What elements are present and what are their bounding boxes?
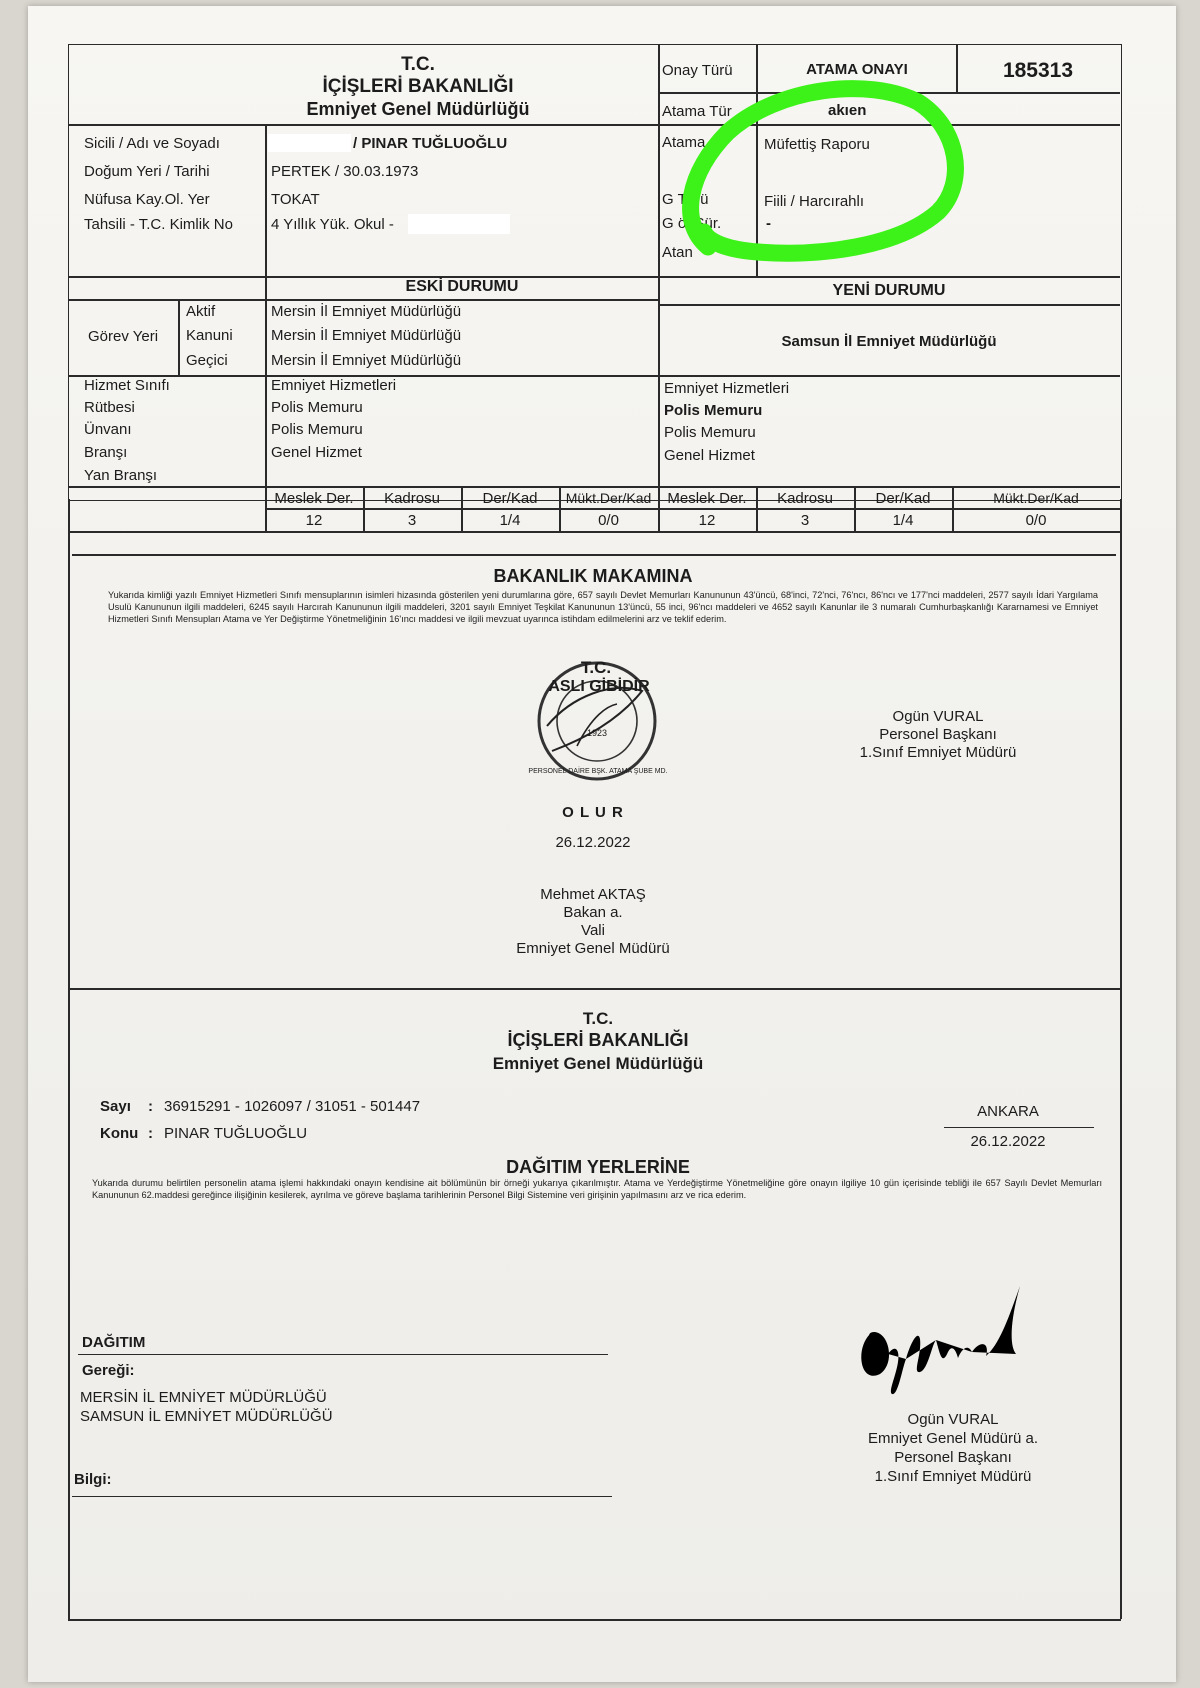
grade-value: 12 (698, 512, 716, 529)
divider (68, 1619, 1121, 1621)
letter-ministry: İÇİŞLERİ BAKANLIĞI (507, 1030, 689, 1050)
grade-header: Der/Kad (875, 490, 931, 507)
konu-label: Konu (100, 1125, 139, 1142)
person-value-4: 4 Yıllık Yük. Okul - (271, 216, 394, 233)
dagitim-label: DAĞITIM (82, 1334, 146, 1351)
stamp-top: T.C. (580, 658, 612, 677)
header-directorate: Emniyet Genel Müdürlüğü (306, 99, 530, 119)
divider (68, 499, 70, 1619)
grade-value: 3 (800, 512, 810, 529)
atan-label: Atan (662, 244, 693, 261)
letter-signer-title1: Emniyet Genel Müdürü a. (867, 1430, 1039, 1447)
header-tc: T.C. (401, 54, 435, 75)
person-value-2: PERTEK / 30.03.1973 (271, 163, 419, 180)
green-highlight-circle (668, 72, 968, 272)
old-status-title: ESKİ DURUMU (405, 278, 519, 295)
grade-value: 1/4 (892, 512, 914, 529)
letter-tc: T.C. (582, 1009, 614, 1028)
service-label-1: Hizmet Sınıfı (84, 377, 170, 394)
divider (944, 1127, 1094, 1128)
minister-title3: Emniyet Genel Müdürü (516, 940, 670, 957)
divider (265, 508, 1120, 510)
divider (68, 988, 1120, 990)
old-service-2: Polis Memuru (271, 399, 363, 416)
service-label-2: Rütbesi (84, 399, 135, 416)
letter-signer-title3: 1.Sınıf Emniyet Müdürü (874, 1468, 1032, 1485)
handwritten-signature (840, 1274, 1050, 1404)
sayi-value: 36915291 - 1026097 / 31051 - 501447 (164, 1098, 421, 1115)
letter-city: ANKARA (977, 1103, 1039, 1120)
letter-signer-name: Ogün VURAL (907, 1411, 999, 1428)
letter-signer-title2: Personel Başkanı (894, 1449, 1012, 1466)
new-service-4: Genel Hizmet (664, 447, 755, 464)
grade-value: 12 (305, 512, 323, 529)
konu-colon: : (148, 1125, 153, 1142)
old-place-kanuni: Mersin İl Emniyet Müdürlüğü (271, 327, 462, 344)
divider (68, 486, 1120, 488)
old-place-aktif: Mersin İl Emniyet Müdürlüğü (271, 303, 462, 320)
header-ministry: İÇİŞLERİ BAKANLIĞI (322, 76, 514, 97)
person-value-3: TOKAT (271, 191, 320, 208)
divider (658, 44, 660, 276)
atama-value: Müfettiş Raporu (764, 136, 870, 153)
stamp-ring: PERSONEL DAİRE BŞK. ATAMA ŞUBE MD. (528, 768, 668, 775)
divider (68, 375, 1120, 377)
minister-name: Mehmet AKTAŞ (540, 886, 646, 903)
sayi-colon: : (148, 1098, 153, 1115)
stamp-text: ASLI GİBİDİR (548, 678, 650, 695)
new-service-3: Polis Memuru (664, 424, 756, 441)
recipient-1: MERSİN İL EMNİYET MÜDÜRLÜĞÜ (80, 1389, 327, 1406)
grade-header: Meslek Der. (667, 490, 747, 507)
letter-directorate: Emniyet Genel Müdürlüğü (492, 1054, 704, 1073)
atama-label: Atama (662, 134, 706, 151)
grade-header: Kadrosu (777, 490, 833, 507)
document-page (28, 6, 1176, 1682)
sub-label-aktif: Aktif (186, 303, 216, 320)
divider (72, 554, 1116, 556)
makam-signer-title2: 1.Sınıf Emniyet Müdürü (859, 744, 1017, 761)
makam-paragraph: Yukarıda kimliği yazılı Emniyet Hizmetleri Sınıfı mensuplarının isimleri hizasında gösterilen yeni durumlarına göre, 657 sayılı Devlet Memurları Kanununun 43'üncü, 68'inci, 72'nci, 76'ncı, 86'ncı ve 177'nci maddeleri, 2577 sayılı İdari Yargılama Usulü Kanununun ilgili maddeleri, 6245 sayılı Harcırah Kanununun ilgili maddeleri, 3201 sayılı Emniyet Teşkilat Kanununun 13'üncü, 55 inci, 96'ncı maddeleri ve 4652 sayılı Kanunlar ile 3 numaralı Cumhurbaşkanlığı Kararnamesi ve Emniyet Hizmetleri Sınıfı Mensupları Atama ve Yer Değiştirme Yönetmeliğinin 16'ıncı maddesi ve ilgili mevzuat uyarınca istihdam edilmelerini arz ve teklif ederim. (108, 590, 1098, 624)
person-label-1: Sicili / Adı ve Soyadı (84, 135, 220, 152)
old-service-4: Genel Hizmet (271, 444, 362, 461)
onay-turu-value: ATAMA ONAYI (806, 61, 908, 78)
person-value-1: / PINAR TUĞLUOĞLU (353, 135, 508, 152)
sub-label-kanuni: Kanuni (186, 327, 233, 344)
new-service-1: Emniyet Hizmetleri (664, 380, 790, 397)
new-place: Samsun İl Emniyet Müdürlüğü (781, 333, 997, 350)
divider (1120, 499, 1122, 1619)
makam-signer-name: Ogün VURAL (892, 708, 984, 725)
sub-label-gecici: Geçici (186, 352, 228, 369)
divider (68, 299, 658, 301)
divider (265, 276, 267, 486)
divider (265, 124, 267, 276)
service-label-3: Ünvanı (84, 421, 132, 438)
stamp-year: 1923 (586, 728, 608, 738)
grade-value: 1/4 (499, 512, 521, 529)
sayi-label: Sayı (100, 1098, 131, 1115)
letter-date: 26.12.2022 (970, 1133, 1046, 1150)
redaction-box (408, 214, 510, 234)
olur-date: 26.12.2022 (555, 834, 631, 851)
letter-paragraph: Yukarıda durumu belirtilen personelin atama işlemi hakkındaki onayın kendisine ait bölümünün bir örneği yukarıya çıkarılmıştır. Atama ve Yerdeğiştirme Yönetmeliğine göre onayın ilgiliye 10 gün içerisinde tebliği ile 657 Sayılı Devlet Memurları Kanununun 62.maddesi gereğince ilişiğinin kesilerek, ayrılma ve göreve başlama tarihlerinin Personel Bilgi Sistemine veri girişinin yapılmasını arz ve rica ederim. (92, 1178, 1102, 1200)
gor-sur-label: G ör.Sür. (662, 215, 722, 232)
gorev-turu-value: Fiili / Harcırahlı (764, 193, 865, 210)
divider (68, 124, 658, 126)
redaction-box (268, 134, 351, 152)
grade-value: 0/0 (598, 512, 619, 529)
person-label-3: Nüfusa Kay.Ol. Yer (84, 191, 210, 208)
old-place-gecici: Mersin İl Emniyet Müdürlüğü (271, 352, 462, 369)
grade-header: Mükt.Der/Kad (565, 490, 652, 506)
grade-header: Meslek Der. (274, 490, 354, 507)
new-service-2: Polis Memuru (664, 402, 763, 419)
grade-header: Der/Kad (482, 490, 538, 507)
old-service-1: Emniyet Hizmetleri (271, 377, 397, 394)
service-label-4: Branşı (84, 444, 128, 461)
divider (78, 1354, 608, 1355)
new-status-title: YENİ DURUMU (832, 282, 946, 299)
gorev-turu-label: G Türü (662, 191, 709, 208)
grade-header: Kadrosu (384, 490, 440, 507)
minister-title1: Bakan a. (563, 904, 623, 921)
person-label-2: Doğum Yeri / Tarihi (84, 163, 210, 180)
divider (658, 304, 1120, 306)
letter-title: DAĞITIM YERLERİNE (506, 1157, 690, 1177)
grade-value: 3 (407, 512, 417, 529)
atama-turu-label: Atama Tür (662, 103, 732, 120)
divider (178, 299, 180, 375)
konu-value: PINAR TUĞLUOĞLU (164, 1125, 308, 1142)
olur-label: O L U R (562, 804, 624, 821)
old-service-3: Polis Memuru (271, 421, 363, 438)
bilgi-label: Bilgi: (74, 1471, 112, 1488)
minister-title2: Vali (581, 922, 605, 939)
divider (68, 531, 1120, 533)
recipient-2: SAMSUN İL EMNİYET MÜDÜRLÜĞÜ (80, 1408, 333, 1425)
divider (72, 1496, 612, 1497)
onay-turu-label: Onay Türü (662, 62, 733, 79)
divider (658, 276, 660, 486)
grade-header: Mükt.Der/Kad (993, 490, 1079, 506)
geregi-label: Gereği: (82, 1362, 135, 1379)
service-label-5: Yan Branşı (84, 467, 158, 484)
gorev-yeri-label: Görev Yeri (88, 328, 159, 345)
person-label-4: Tahsili - T.C. Kimlik No (84, 216, 233, 233)
approval-number: 185313 (1002, 59, 1074, 82)
gor-sur-value: - (766, 215, 771, 232)
makam-title: BAKANLIK MAKAMINA (493, 566, 693, 586)
atama-turu-value: akıen (828, 102, 867, 119)
makam-signer-title1: Personel Başkanı (879, 726, 997, 743)
grade-value: 0/0 (1025, 512, 1047, 529)
